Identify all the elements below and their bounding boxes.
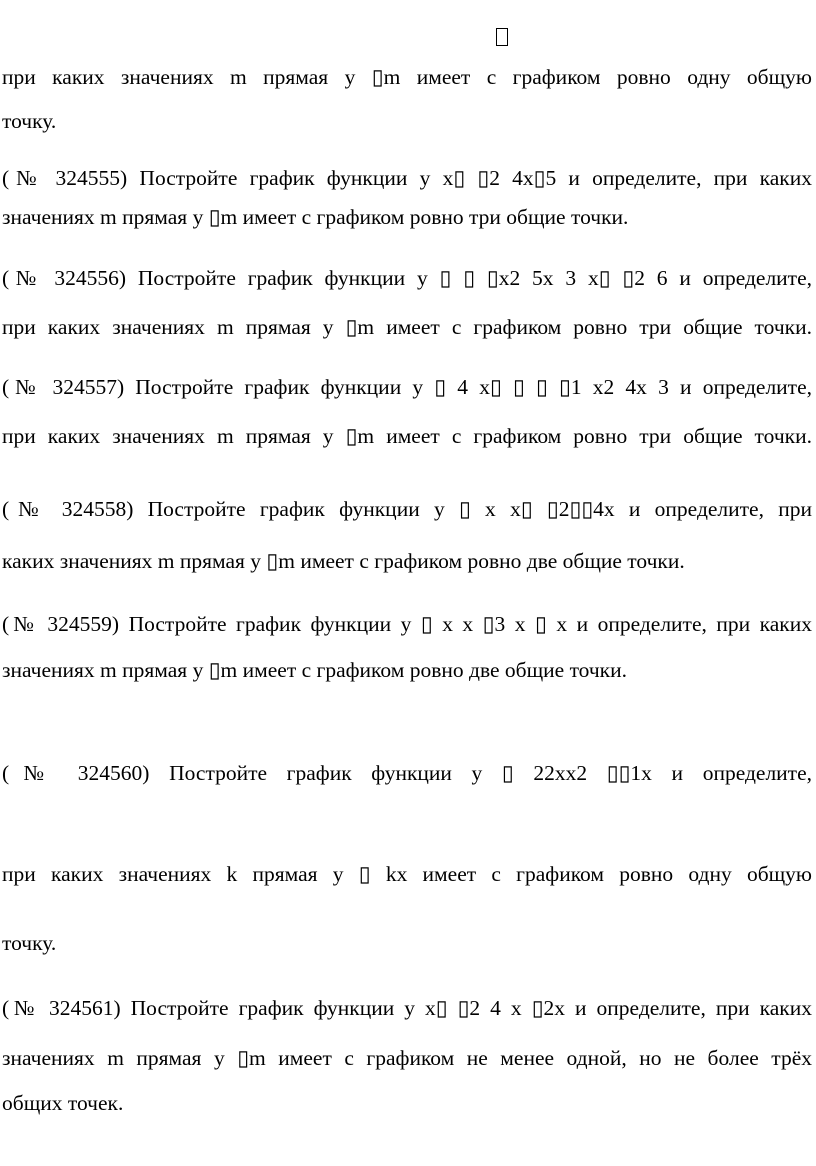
task-324560-line-3: точку. xyxy=(2,931,57,955)
task-324561-line-2: значениях m прямая y ▯m имеет с графиком не менее одной, но не более трёх xyxy=(2,1046,812,1070)
task-324558-line-1: (№ 324558) Постройте график функции y ▯ x x▯ ▯2▯▯4x и определите, при xyxy=(2,497,812,521)
task-324555-line-2: значениях m прямая y ▯m имеет с графиком ровно три общие точки. xyxy=(2,205,629,229)
task-324556-line-1: (№ 324556) Постройте график функции y ▯ ▯ ▯x2 5x 3 x▯ ▯2 6 и определите, xyxy=(2,266,812,290)
task-324560-line-2: при каких значениях k прямая y ▯ kx имеет с графиком ровно одну общую xyxy=(2,862,812,886)
task-324559-line-1: (№ 324559) Постройте график функции y ▯ x x ▯3 x ▯ x и определите, при каких xyxy=(2,612,812,636)
task-324555-line-1: (№ 324555) Постройте график функции y x▯ ▯2 4x▯5 и определите, при каких xyxy=(2,166,812,190)
task-324558-line-2: каких значениях m прямая y ▯m имеет с графиком ровно две общие точки. xyxy=(2,549,685,573)
task-324556-line-2: при каких значениях m прямая y ▯m имеет с графиком ровно три общие точки. xyxy=(2,315,812,339)
task-324557-line-1: (№ 324557) Постройте график функции y ▯ 4 x▯ ▯ ▯ ▯1 x2 4x 3 и определите, xyxy=(2,375,812,399)
top-glyph-box xyxy=(496,28,508,46)
task-324560-line-1: (№ 324560) Постройте график функции y ▯ 22xx2 ▯▯1x и определите, xyxy=(2,761,812,785)
text-line-1: при каких значениях m прямая y ▯m имеет с графиком ровно одну общую xyxy=(2,65,812,89)
task-324559-line-2: значениях m прямая y ▯m имеет с графиком ровно две общие точки. xyxy=(2,658,628,682)
text-line-2: точку. xyxy=(2,109,57,133)
task-324561-line-1: (№ 324561) Постройте график функции y x▯ ▯2 4 x ▯2x и определите, при каких xyxy=(2,996,812,1020)
task-324561-line-3: общих точек. xyxy=(2,1091,124,1115)
task-324557-line-2: при каких значениях m прямая y ▯m имеет с графиком ровно три общие точки. xyxy=(2,424,812,448)
